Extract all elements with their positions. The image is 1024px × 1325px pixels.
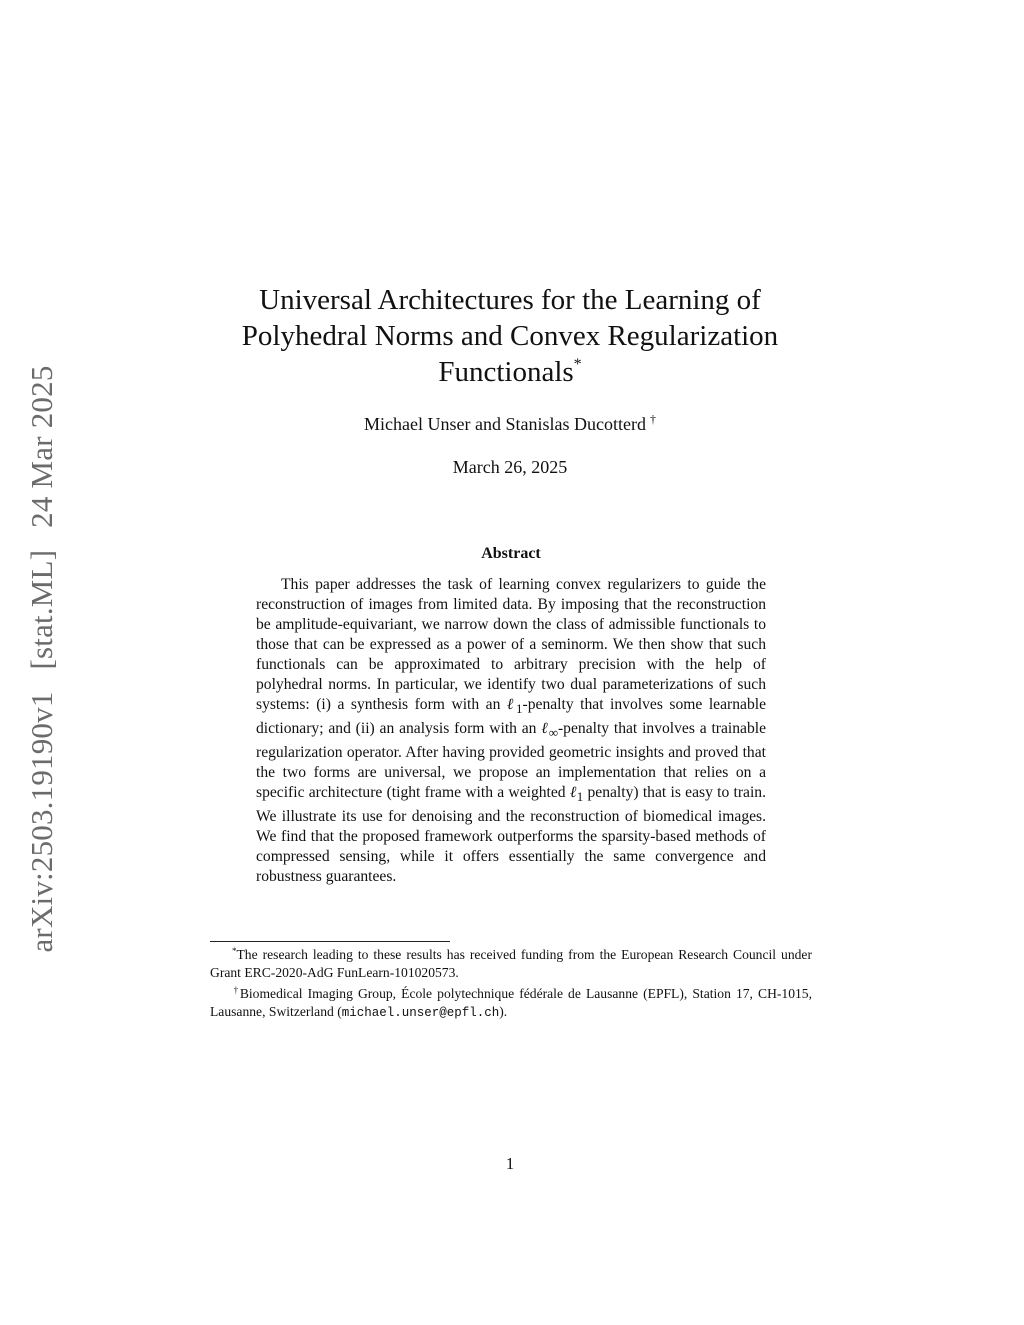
arxiv-category: [stat.ML] (24, 549, 59, 670)
arxiv-date: 24 Mar 2025 (24, 365, 59, 528)
abstract-body (256, 575, 766, 887)
footnote-1-marker: * (232, 946, 237, 956)
abstract-heading: Abstract (481, 545, 541, 562)
footnote-1-text: The research leading to these results has received funding from the European Research Council under Grant ERC-2020-AdG FunLearn-101020573. (210, 947, 812, 980)
ell-one-subscript: 1 (516, 701, 523, 717)
ell-one-symbol: ℓ (506, 696, 517, 713)
title-line-2: Polyhedral Norms and Convex Regularization (241, 320, 779, 352)
footnote-funding (210, 946, 812, 982)
footnote-rule (210, 941, 450, 942)
title-footnote-marker: * (573, 356, 582, 373)
arxiv-stamp (24, 351, 60, 952)
author-footnote-marker: † (649, 412, 656, 426)
abstract-part-3: -penalty that involves a trainable regularization operator. After having provided geometric insights and proved that the two forms are universal, we propose an implementation that relies on a specific architecture (tight frame with a weighted (256, 720, 766, 802)
abstract-part-2: -penalty that involves some learnable dictionary; and (ii) an analysis form with an (256, 696, 766, 738)
footnote-2-marker: † (232, 985, 240, 995)
title-line-3: Functionals (438, 356, 574, 388)
paper-date: March 26, 2025 (452, 457, 568, 477)
title-line-1: Universal Architectures for the Learning of (259, 284, 761, 316)
email-link[interactable]: michael.unser@epfl.ch (341, 1006, 500, 1020)
arxiv-id: arXiv:2503.19190v1 (24, 691, 59, 953)
paper-title (210, 282, 810, 390)
abstract-part-1: This paper addresses the task of learning convex regularizers to guide the reconstruction of images from limited data. By imposing that the reconstruction be amplitude-equivariant, we narrow down the class of admissible functionals to those that can be expressed as a power of a seminorm. We then show that such functionals can be approximated to arbitrary precision with the help of polyhedral norms. In particular, we identify two dual parameterizations of such systems: (i) a synthesis form with an (256, 576, 766, 713)
footnote-2-text: Biomedical Imaging Group, École polytechnique fédérale de Lausanne (EPFL), Station 17, CH-1015, Lausanne, Switzerland ( (210, 986, 812, 1019)
ell-infinity-symbol: ℓ (541, 720, 549, 738)
page-number: 1 (505, 1154, 515, 1173)
ell-infinity-subscript: ∞ (548, 725, 558, 741)
ell-one-symbol-b: ℓ (569, 784, 577, 802)
ell-one-subscript-b: 1 (576, 789, 584, 805)
footnote-affiliation (210, 985, 812, 1022)
authors (210, 414, 810, 435)
author-names: Michael Unser and Stanislas Ducotterd (364, 414, 646, 434)
abstract-part-4: penalty) that is easy to train. We illustrate its use for denoising and the reconstruction of biomedical images. We find that the proposed framework outperforms the sparsity-based methods of compressed sensing, while it offers essentially the same convergence and robustness guarantees. (256, 784, 767, 886)
footnote-2-tail: ). (499, 1004, 508, 1019)
